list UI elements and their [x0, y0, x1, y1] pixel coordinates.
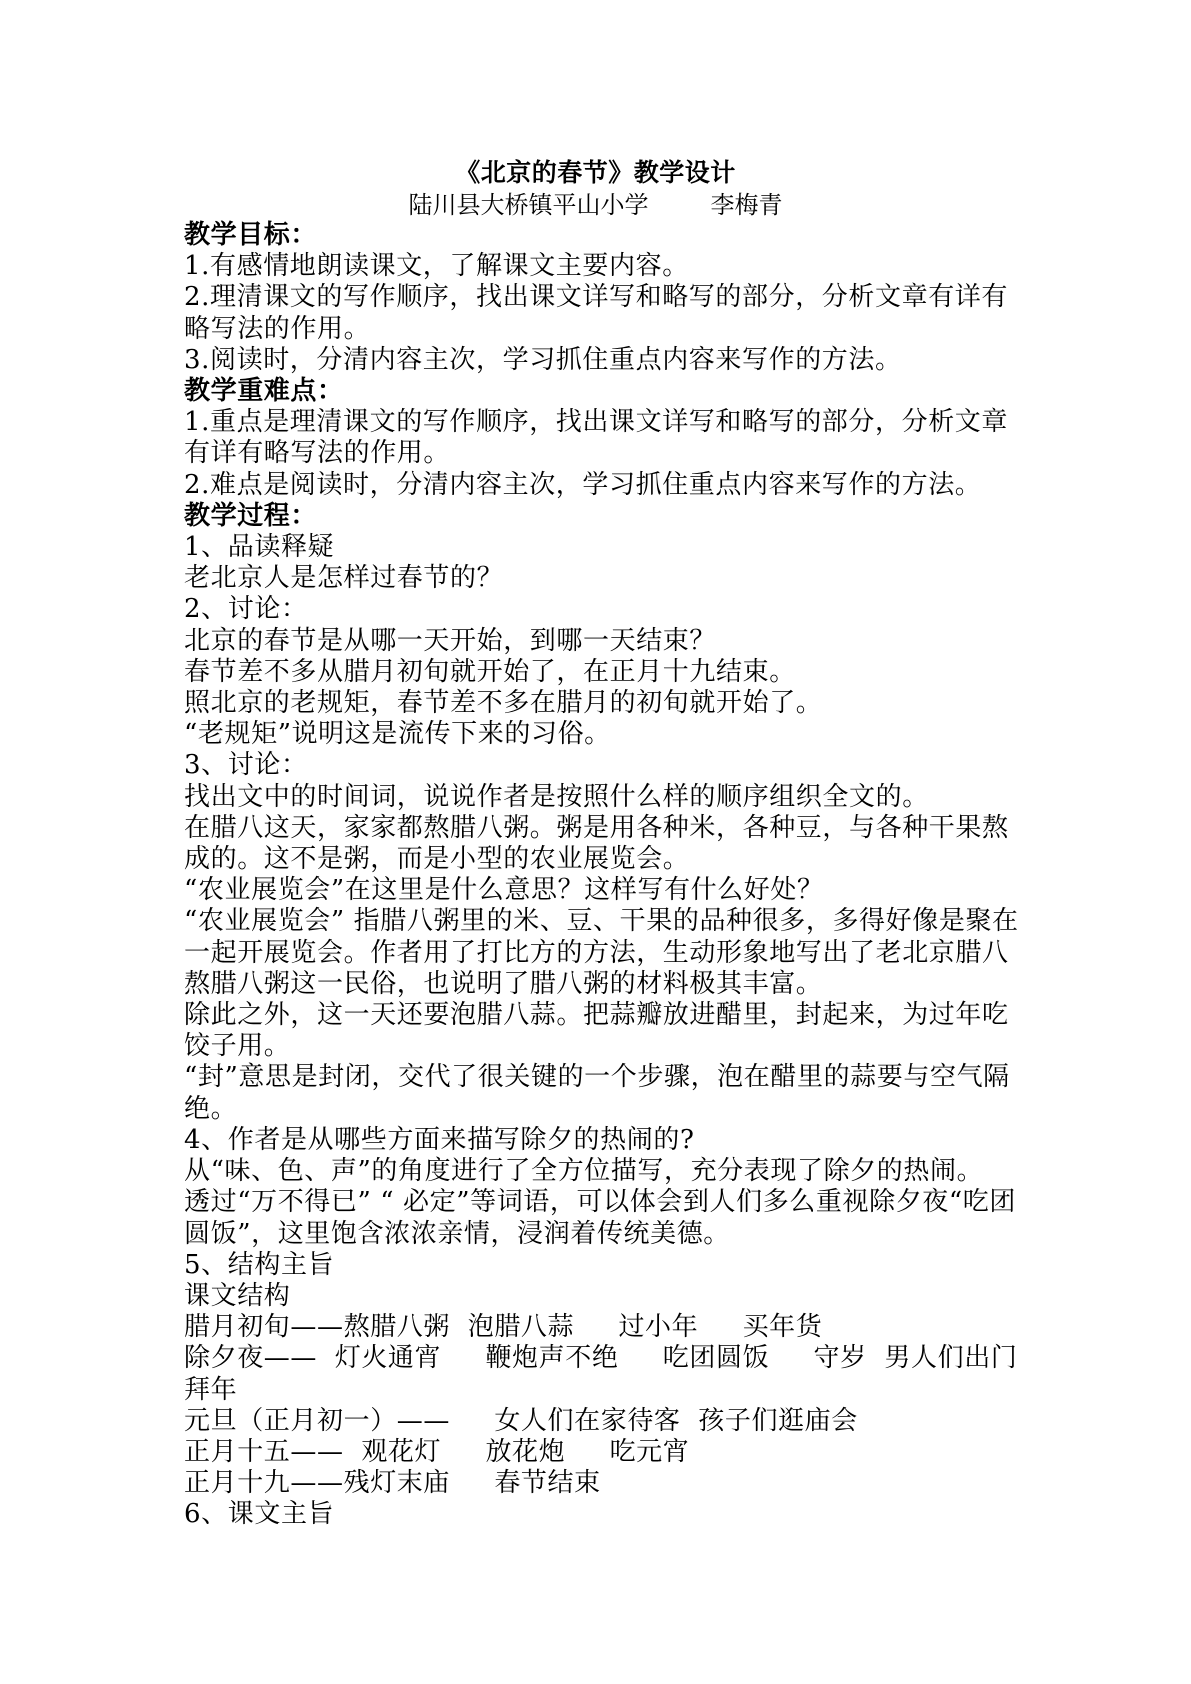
- process-line: 课文结构: [184, 1280, 291, 1311]
- process-line: 1、品读释疑: [184, 532, 335, 563]
- document-title: 《北京的春节》教学设计: [455, 158, 736, 187]
- process-final-line: 6、课文主旨: [184, 1499, 335, 1530]
- process-line: 2、讨论：: [184, 594, 308, 625]
- school-name: 陆川县大桥镇平山小学: [408, 191, 649, 219]
- process-line: 老北京人是怎样过春节的？: [184, 563, 504, 594]
- process-line: 春节差不多从腊月初旬就开始了，在正月十九结束。: [184, 656, 796, 687]
- key-point-item: 1.重点是理清课文的写作顺序，找出课文详写和略写的部分，分析文章有详有略写法的作用。: [184, 407, 1009, 469]
- objective-item: 3.阅读时，分清内容主次，学习抓住重点内容来写作的方法。: [184, 344, 902, 375]
- structure-line: 元旦（正月初一）—— 女人们在家待客 孩子们逛庙会: [184, 1405, 858, 1436]
- document-byline: [0, 190, 1191, 220]
- process-line: 4、作者是从哪些方面来描写除夕的热闹的?: [184, 1124, 695, 1155]
- process-line: “农业展览会”在这里是什么意思？这样写有什么好处？: [184, 875, 824, 906]
- key-points-heading: 教学重难点：: [184, 376, 344, 407]
- process-line: 在腊八这天，家家都熬腊八粥。粥是用各种米，各种豆，与各种干果熬成的。这不是粥，而是小型的农业展览会。: [184, 812, 1009, 875]
- process-line: “老规矩”说明这是流传下来的习俗。: [184, 719, 611, 750]
- process-line: 照北京的老规矩，春节差不多在腊月的初旬就开始了。: [184, 688, 823, 719]
- process-line: 3、讨论：: [184, 750, 308, 781]
- process-heading: 教学过程：: [184, 500, 318, 531]
- process-line: 北京的春节是从哪一天开始，到哪一天结束？: [184, 625, 717, 656]
- process-line: 透过“万不得已” “ 必定”等词语，可以体会到人们多么重视除夕夜“吃团圆饭”，这里饱含浓浓亲情，浸润着传统美德。: [184, 1187, 1016, 1249]
- structure-line: 腊月初旬——熬腊八粥 泡腊八蒜 过小年 买年货: [184, 1312, 823, 1343]
- author-name: 李梅青: [710, 191, 783, 219]
- structure-line: 除夕夜—— 灯火通宵 鞭炮声不绝 吃团圆饭 守岁 男人们出门拜年: [184, 1343, 1018, 1405]
- process-line: 找出文中的时间词，说说作者是按照什么样的顺序组织全文的。: [184, 781, 929, 812]
- process-line: “农业展览会” 指腊八粥里的米、豆、干果的品种很多，多得好像是聚在一起开展览会。作者用了打比方的方法，生动形象地写出了老北京腊八熬腊八粥这一民俗，也说明了腊八粥的材料极其丰富。: [184, 906, 1019, 999]
- objectives-heading: 教学目标：: [184, 220, 318, 250]
- process-line: “封”意思是封闭，交代了很关键的一个步骤，泡在醋里的蒜要与空气隔绝。: [184, 1062, 1010, 1124]
- objective-item: 2.理清课文的写作顺序，找出课文详写和略写的部分，分析文章有详有略写法的作用。: [184, 282, 1009, 344]
- process-line: 从“味、色、声”的角度进行了全方位描写，充分表现了除夕的热闹。: [184, 1156, 984, 1187]
- structure-line: 正月十五—— 观花灯 放花炮 吃元宵: [184, 1436, 690, 1467]
- structure-line: 正月十九——残灯末庙 春节结束: [184, 1468, 601, 1499]
- process-line: 除此之外，这一天还要泡腊八蒜。把蒜瓣放进醋里，封起来，为过年吃饺子用。: [184, 1000, 1009, 1062]
- process-line: 5、结构主旨: [184, 1249, 335, 1280]
- objective-item: 1.有感情地朗读课文，了解课文主要内容。: [184, 251, 689, 282]
- key-point-item: 2.难点是阅读时，分清内容主次，学习抓住重点内容来写作的方法。: [184, 469, 982, 500]
- document-body: [184, 220, 1024, 1531]
